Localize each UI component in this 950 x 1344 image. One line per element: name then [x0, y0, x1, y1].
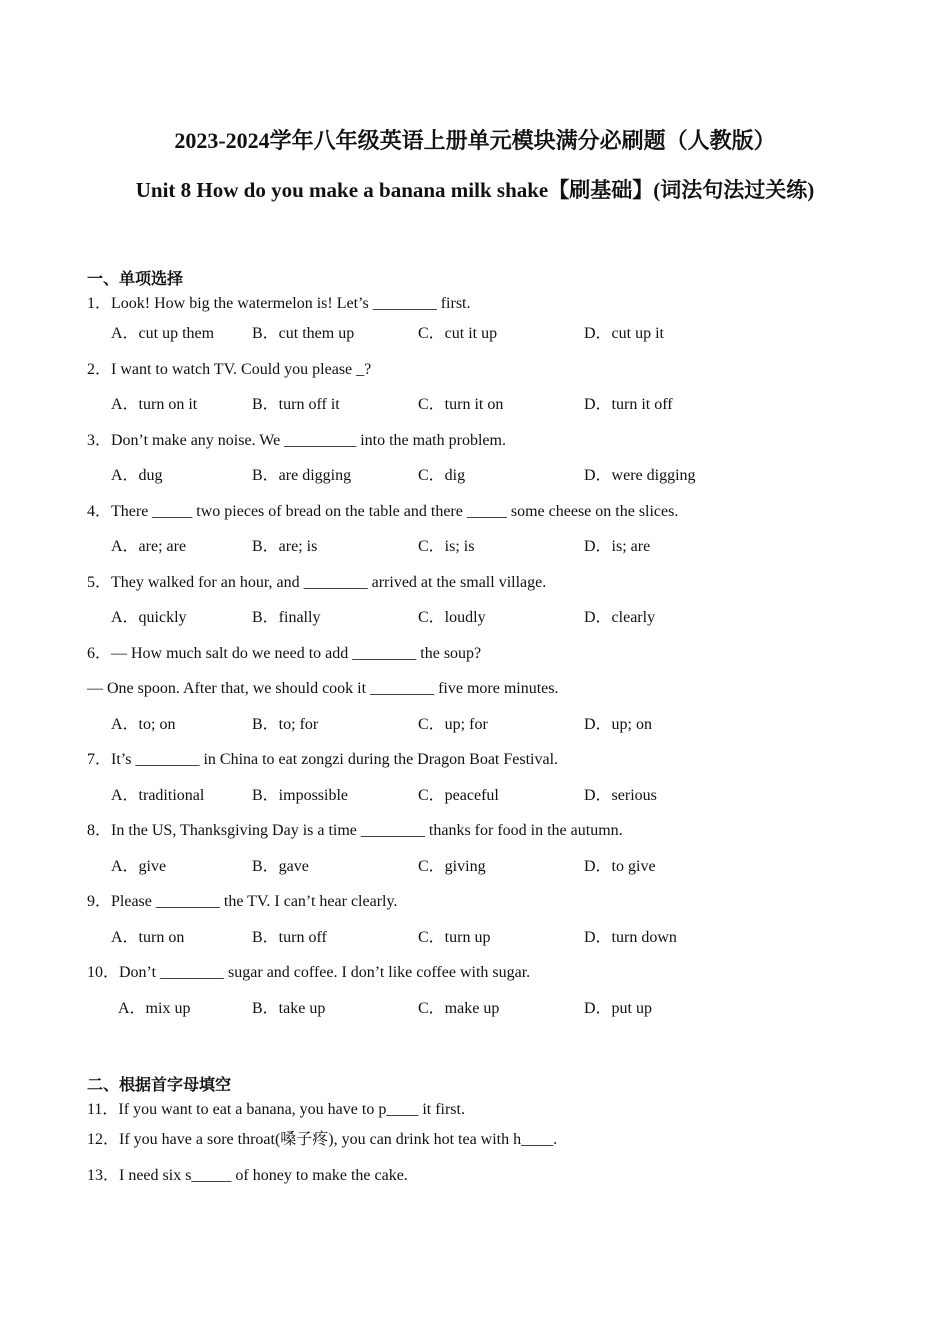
fill-blank-list [87, 1098, 887, 1193]
section-heading: 二、根据首字母填空 [87, 1077, 232, 1094]
answer-option: C．make up [418, 999, 500, 1017]
answer-option: B．take up [252, 999, 326, 1017]
section-heading: 一、单项选择 [87, 271, 184, 288]
answer-option: C．is; is [418, 538, 475, 555]
answer-option: C．loudly [418, 609, 486, 626]
answer-options [87, 707, 887, 743]
answer-option: C．giving [418, 857, 486, 875]
answer-options [87, 600, 887, 636]
question-list [87, 292, 887, 1026]
answer-options [87, 991, 887, 1027]
answer-options [87, 458, 887, 494]
answer-option: A．mix up [118, 999, 191, 1017]
answer-option: C．peaceful [418, 786, 499, 804]
answer-option: B．are; is [252, 538, 318, 555]
answer-option: B．finally [252, 609, 321, 626]
answer-option: A．are; are [111, 538, 187, 555]
answer-option: A．to; on [111, 715, 176, 733]
answer-options [87, 316, 887, 352]
answer-option: A．turn on [111, 928, 185, 946]
answer-option: B．turn off [252, 928, 327, 946]
answer-option: D．were digging [584, 467, 696, 484]
document-body [87, 268, 887, 1193]
answer-option: D．turn down [584, 928, 677, 946]
answer-option: D．is; are [584, 538, 651, 555]
answer-option: B．turn off it [252, 396, 340, 413]
answer-option: A．quickly [111, 609, 187, 626]
answer-options [87, 920, 887, 956]
answer-options [87, 849, 887, 885]
document-title: 2023-2024学年八年级英语上册单元模块满分必刷题（人教版） [174, 128, 776, 153]
answer-option: D．clearly [584, 609, 656, 626]
question-stem: 6．— How much salt do we need to add ________ the soup? [87, 644, 482, 662]
answer-option: B．gave [252, 857, 309, 875]
answer-option: A．give [111, 857, 167, 875]
question-stem: 1．Look! How big the watermelon is! Let’s ________ first. [87, 295, 471, 312]
question-stem: 5．They walked for an hour, and ________ arrived at the small village. [87, 573, 547, 591]
answer-options [87, 387, 887, 423]
answer-options [87, 778, 887, 814]
answer-option: D．to give [584, 857, 656, 875]
answer-option: B．cut them up [252, 325, 355, 342]
answer-options [87, 529, 887, 565]
question-stem: 3．Don’t make any noise. We _________ into the math problem. [87, 431, 506, 449]
answer-option: C．up; for [418, 715, 488, 733]
answer-option: D．cut up it [584, 325, 664, 342]
answer-option: D．serious [584, 786, 657, 804]
fill-blank-item: 11．If you want to eat a banana, you have to p____ it first. [87, 1101, 465, 1118]
answer-option: C．cut it up [418, 325, 498, 342]
question-stem: 2．I want to watch TV. Could you please _? [87, 360, 372, 378]
question-stem: 9．Please ________ the TV. I can’t hear clearly. [87, 893, 398, 910]
fill-blank-item: 12．If you have a sore throat(嗓子疼), you can drink hot tea with h____. [87, 1131, 558, 1148]
answer-option: B．to; for [252, 715, 319, 733]
question-stem: 8．In the US, Thanksgiving Day is a time ________ thanks for food in the autumn. [87, 822, 623, 839]
answer-option: B．impossible [252, 786, 349, 804]
answer-option: A．cut up them [111, 325, 215, 342]
answer-option: C．dig [418, 467, 466, 484]
question-stem: 4．There _____ two pieces of bread on the table and there _____ some cheese on the slices. [87, 502, 679, 520]
document-subtitle: Unit 8 How do you make a banana milk shake【刷基础】(词法句法过关练) [135, 178, 815, 202]
answer-option: C．turn it on [418, 396, 504, 413]
answer-option: A．traditional [111, 786, 205, 804]
fill-blank-item: 13．I need six s_____ of honey to make the cake. [87, 1166, 408, 1184]
answer-option: B．are digging [252, 467, 352, 484]
answer-option: D．up; on [584, 715, 653, 733]
question-stem: 7．It’s ________ in China to eat zongzi during the Dragon Boat Festival. [87, 751, 559, 768]
question-stem-continued: — One spoon. After that, we should cook it ________ five more minutes. [87, 680, 559, 697]
answer-option: A．turn on it [111, 396, 198, 413]
answer-option: A．dug [111, 467, 163, 484]
answer-option: D．turn it off [584, 396, 673, 413]
answer-option: C．turn up [418, 928, 491, 946]
answer-option: D．put up [584, 999, 653, 1017]
question-stem: 10．Don’t ________ sugar and coffee. I don’t like coffee with sugar. [87, 964, 531, 981]
